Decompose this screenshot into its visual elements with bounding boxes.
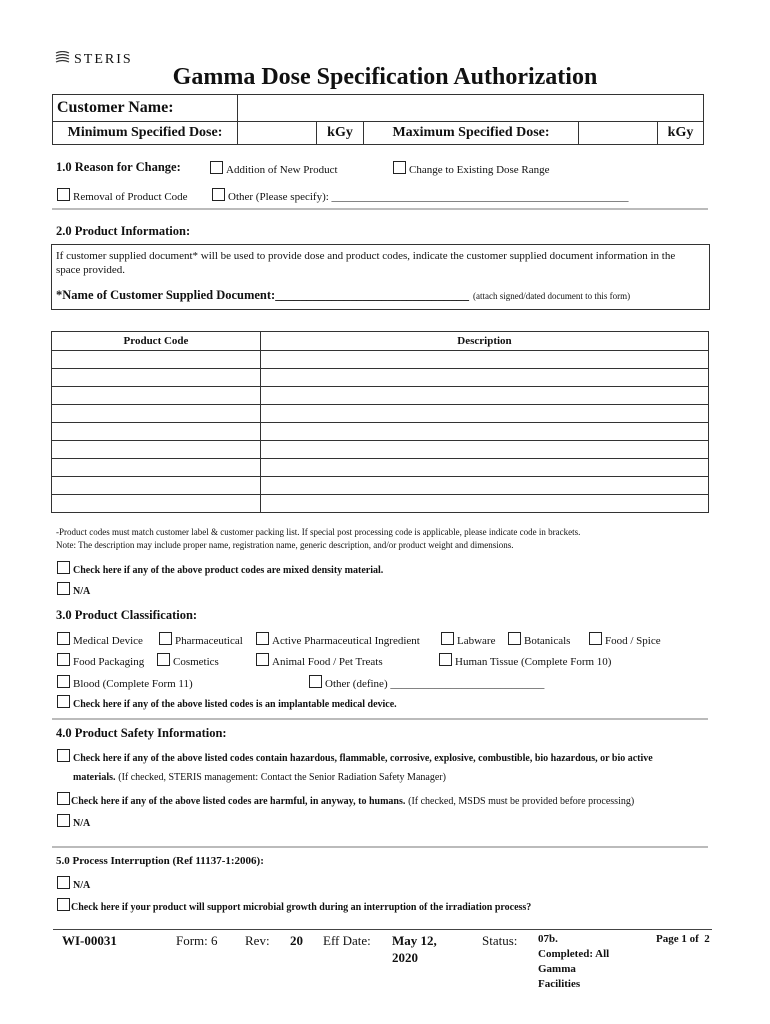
footer-status-3: Gamma xyxy=(538,963,576,975)
na-label: N/A xyxy=(73,880,91,891)
class-label: Botanicals xyxy=(524,635,571,647)
checkbox[interactable] xyxy=(309,675,322,688)
class-label: Active Pharmaceutical Ingredient xyxy=(272,635,420,647)
product-info-box xyxy=(51,244,710,310)
checkbox[interactable] xyxy=(57,814,70,827)
checkbox[interactable] xyxy=(256,632,269,645)
na-label: N/A xyxy=(73,818,91,829)
product-code-cell[interactable] xyxy=(52,441,261,459)
product-code-cell[interactable] xyxy=(52,423,261,441)
class-food-spice[interactable] xyxy=(589,632,661,647)
description-cell[interactable] xyxy=(261,405,709,423)
description-cell[interactable] xyxy=(261,369,709,387)
reason-removal-label: Removal of Product Code xyxy=(73,191,188,203)
hazard-check[interactable] xyxy=(57,749,653,764)
product-code-cell[interactable] xyxy=(52,405,261,423)
class-label: Animal Food / Pet Treats xyxy=(272,656,383,668)
table-row xyxy=(52,459,709,477)
implantable-check[interactable] xyxy=(57,695,397,710)
checkbox[interactable] xyxy=(212,188,225,201)
class-food-packaging[interactable] xyxy=(57,653,144,668)
footer-rev-label: Rev: xyxy=(245,933,270,948)
hazard-line2 xyxy=(73,771,446,783)
section1-heading: 1.0 Reason for Change: xyxy=(56,160,181,174)
mixed-density-na[interactable] xyxy=(57,582,90,597)
checkbox[interactable] xyxy=(57,653,70,666)
description-cell[interactable] xyxy=(261,441,709,459)
class-cosmetics[interactable] xyxy=(157,653,219,668)
section5-heading: 5.0 Process Interruption (Ref 11137-1:2006): xyxy=(56,855,264,867)
class-medical-device[interactable] xyxy=(57,632,143,647)
checkbox[interactable] xyxy=(57,582,70,595)
checkbox[interactable] xyxy=(589,632,602,645)
class-label: Labware xyxy=(457,635,496,647)
class-label: Cosmetics xyxy=(173,656,219,668)
description-cell[interactable] xyxy=(261,351,709,369)
class-api[interactable] xyxy=(256,632,420,647)
table-row xyxy=(52,369,709,387)
reason-other-label: Other (Please specify): ______________________________________________________ xyxy=(228,191,629,203)
note-line2: Note: The description may include proper name, registration name, generic description, and/or product weight and dimensions. xyxy=(56,540,514,550)
class-labware[interactable] xyxy=(441,632,495,647)
mixed-density-label: Check here if any of the above product codes are mixed density material. xyxy=(73,565,384,576)
footer-rule xyxy=(53,929,712,930)
checkbox[interactable] xyxy=(57,695,70,708)
divider xyxy=(52,846,708,848)
footer-rev-value: 20 xyxy=(290,933,303,948)
harmful-check[interactable] xyxy=(57,792,634,807)
checkbox[interactable] xyxy=(210,161,223,174)
divider xyxy=(52,208,708,210)
table-row xyxy=(52,495,709,513)
footer-eff-value-1: May 12, xyxy=(392,933,437,948)
logo-text: STERIS xyxy=(74,52,133,67)
class-animal-food[interactable] xyxy=(256,653,383,668)
checkbox[interactable] xyxy=(57,632,70,645)
description-cell[interactable] xyxy=(261,495,709,513)
footer-status-1: 07b. xyxy=(538,933,558,945)
min-dose-field[interactable] xyxy=(238,122,317,145)
class-label: Medical Device xyxy=(73,635,143,647)
class-label: Pharmaceutical xyxy=(175,635,243,647)
checkbox[interactable] xyxy=(57,792,70,805)
interruption-na[interactable] xyxy=(57,876,90,891)
steris-logo-icon xyxy=(55,51,70,64)
product-code-cell[interactable] xyxy=(52,495,261,513)
max-dose-label: Maximum Specified Dose: xyxy=(364,122,579,145)
class-other[interactable] xyxy=(309,675,544,690)
doc-name-label: *Name of Customer Supplied Document:_______________________________ xyxy=(56,288,469,302)
table-row xyxy=(52,351,709,369)
reason-new-product-label: Addition of New Product xyxy=(226,164,338,176)
class-botanicals[interactable] xyxy=(508,632,570,647)
hazard-note: (If checked, STERIS management: Contact the Senior Radiation Safety Manager) xyxy=(118,772,446,783)
table-row xyxy=(52,477,709,495)
customer-name-label: Customer Name: xyxy=(53,95,238,122)
product-table xyxy=(51,331,709,513)
table-row xyxy=(52,387,709,405)
product-code-cell[interactable] xyxy=(52,477,261,495)
column-product-code: Product Code xyxy=(52,332,261,351)
microbial-label: Check here if your product will support microbial growth during an interruption of the irradiation process? xyxy=(71,902,532,913)
class-pharmaceutical[interactable] xyxy=(159,632,243,647)
harmful-note: (If checked, MSDS must be provided before processing) xyxy=(408,796,635,807)
product-code-cell[interactable] xyxy=(52,387,261,405)
class-label: Human Tissue (Complete Form 10) xyxy=(455,656,612,668)
min-dose-unit: kGy xyxy=(317,122,364,145)
checkbox[interactable] xyxy=(159,632,172,645)
max-dose-field[interactable] xyxy=(579,122,658,145)
mixed-density-check[interactable] xyxy=(57,561,383,576)
footer-status-2: Completed: All xyxy=(538,948,610,960)
footer-status-label: Status: xyxy=(482,933,518,948)
checkbox[interactable] xyxy=(57,876,70,889)
page-title: Gamma Dose Specification Authorization xyxy=(172,64,598,90)
checkbox[interactable] xyxy=(57,188,70,201)
table-row xyxy=(52,423,709,441)
product-code-cell[interactable] xyxy=(52,369,261,387)
table-row xyxy=(52,405,709,423)
description-cell[interactable] xyxy=(261,459,709,477)
checkbox[interactable] xyxy=(157,653,170,666)
max-dose-unit: kGy xyxy=(658,122,704,145)
checkbox[interactable] xyxy=(57,898,70,911)
description-cell[interactable] xyxy=(261,477,709,495)
column-description: Description xyxy=(261,332,709,351)
checkbox[interactable] xyxy=(508,632,521,645)
class-label: Food Packaging xyxy=(73,656,145,668)
reason-change-dose[interactable] xyxy=(393,161,550,176)
footer-doc-id: WI-00031 xyxy=(62,933,117,948)
na-label: N/A xyxy=(73,586,91,597)
checkbox[interactable] xyxy=(57,561,70,574)
hazard-label-cont: materials. xyxy=(73,772,116,783)
class-human-tissue[interactable] xyxy=(439,653,611,668)
description-cell[interactable] xyxy=(261,423,709,441)
class-label: Blood (Complete Form 11) xyxy=(73,678,193,690)
checkbox[interactable] xyxy=(441,632,454,645)
microbial-check[interactable] xyxy=(57,898,531,913)
section4-heading: 4.0 Product Safety Information: xyxy=(56,726,227,740)
description-cell[interactable] xyxy=(261,387,709,405)
hazard-label: Check here if any of the above listed codes contain hazardous, flammable, corrosive, explosive, combustible, bio hazardous, or bio active xyxy=(73,753,653,764)
reason-change-dose-label: Change to Existing Dose Range xyxy=(409,164,550,176)
class-blood[interactable] xyxy=(57,675,193,690)
footer-page: Page 1 of 2 xyxy=(656,933,710,945)
implantable-label: Check here if any of the above listed codes is an implantable medical device. xyxy=(73,699,397,710)
footer-form: Form: 6 xyxy=(176,933,218,948)
checkbox[interactable] xyxy=(393,161,406,174)
reason-other[interactable] xyxy=(212,188,629,203)
class-label: Food / Spice xyxy=(605,635,661,647)
note-line1: -Product codes must match customer label & customer packing list. If special post processing code is applicable, please indicate code in brackets. xyxy=(56,527,581,537)
product-code-cell[interactable] xyxy=(52,459,261,477)
section3-heading: 3.0 Product Classification: xyxy=(56,608,198,622)
min-dose-label: Minimum Specified Dose: xyxy=(53,122,238,145)
safety-na[interactable] xyxy=(57,814,90,829)
footer-status-4: Facilities xyxy=(538,978,581,990)
checkbox[interactable] xyxy=(57,749,70,762)
footer-eff-label: Eff Date: xyxy=(323,933,371,948)
doc-name-line[interactable] xyxy=(56,286,630,304)
reason-removal[interactable] xyxy=(57,188,188,203)
table-row xyxy=(52,441,709,459)
footer-eff-value-2: 2020 xyxy=(392,950,418,965)
checkbox[interactable] xyxy=(256,653,269,666)
customer-name-field[interactable] xyxy=(238,95,704,122)
product-info-instruction: If customer supplied document* will be used to provide dose and product codes, indicate the customer supplied document information in the space provided. xyxy=(56,250,676,276)
checkbox[interactable] xyxy=(439,653,452,666)
section2-heading: 2.0 Product Information: xyxy=(56,224,191,238)
reason-new-product[interactable] xyxy=(210,161,338,176)
customer-dose-table xyxy=(52,94,704,145)
divider xyxy=(52,718,708,720)
harmful-label: Check here if any of the above listed codes are harmful, in anyway, to humans. xyxy=(71,796,406,807)
class-label: Other (define) ____________________________ xyxy=(325,678,545,690)
product-code-cell[interactable] xyxy=(52,351,261,369)
attach-note: (attach signed/dated document to this form) xyxy=(472,291,631,301)
checkbox[interactable] xyxy=(57,675,70,688)
